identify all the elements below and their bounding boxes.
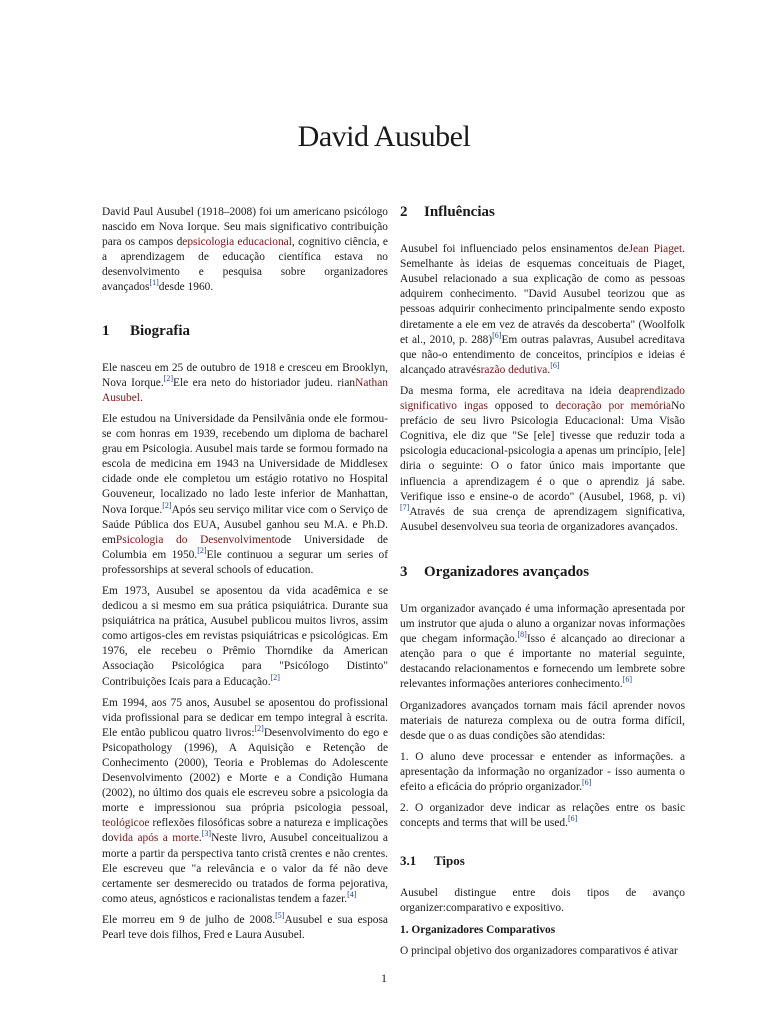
section-number: 3.1 bbox=[400, 853, 417, 869]
intro-paragraph bbox=[102, 205, 388, 296]
text-run: reflexões filosóficas sobre a natureza e implicações do bbox=[102, 817, 388, 845]
text-run bbox=[457, 400, 464, 412]
reference-link[interactable]: [2] bbox=[270, 672, 280, 682]
reference-link[interactable]: [1] bbox=[149, 278, 159, 288]
text-run: desde 1960. bbox=[158, 281, 214, 294]
section-number: 3 bbox=[400, 563, 408, 580]
text-run: . bbox=[547, 363, 551, 376]
text-run: Em 1973, Ausubel se aposentou da vida acadêmica e se dedicou a si mesmo em sua prática psiquiátrica. Durante sua psiquiátrica na prática, Ausubel publicou muitos livros, assim como artigos-cles em revistas psiquiátricas e psicológicas. Em 1976, ele recebeu o Prêmio Thorndike da American Associação Psicológica para "Psicólogo Distinto" Contribuições Icais para a Educação. bbox=[102, 584, 388, 688]
text-run: Um organizador avançado é uma informação apresentada por um instrutor que ajuda o aluno a organizar novas informações que chegam informação. bbox=[400, 602, 685, 646]
section-heading-biografia bbox=[102, 324, 388, 339]
text-run: Em 1994, aos 75 anos, Ausubel se aposentou do profissional vida profissional para se dedicar em tempo integral à escrita. Ele então publicou quatro livros: bbox=[102, 696, 388, 739]
text-run: . Semelhante às ideias de esquemas conceituais de Piaget, Ausubel relacionado a sua explicação de como as pessoas adquirem conhecimento. "David Ausubel teorizou que as pessoas adquirir conhecimento principalmente sendo exposto diretamente a ele em vez de através da descoberta" (Woolfolk et al., 2010, p. 288) bbox=[400, 243, 685, 346]
section-title: Biografia bbox=[130, 322, 190, 339]
reference-link[interactable]: [6] bbox=[492, 330, 502, 340]
section-heading-organizadores-avancados bbox=[400, 565, 685, 580]
text-run: Após seu serviço militar vice com o Serviço de Saúde Pública dos EUA, Ausubel ganhou seu M.A. e Ph.D. em bbox=[102, 503, 388, 546]
text-run: Através de sua crença de aprendizagem significativa, Ausubel desenvolveu sua teoria de organizadores avançados. bbox=[400, 505, 685, 533]
text-run: . bbox=[198, 832, 202, 845]
organizadores-paragraph: Organizadores avançados tornam mais fácil aprender novos materiais de natureza complexa ou de outra forma difícil, desde que o as duas condições são atendidas: bbox=[400, 699, 685, 742]
text-run: Ele continuou a segurar um series of professorships at several schools of education. bbox=[102, 548, 388, 576]
subsection-heading-tipos bbox=[400, 853, 685, 868]
bio-paragraph bbox=[102, 584, 388, 690]
link-decoracao-por-memoria[interactable]: decoração por memória bbox=[555, 400, 672, 413]
text-run: Ele nasceu em 25 de outubro de 1918 e cresceu em Brooklyn, Nova Iorque. bbox=[102, 361, 388, 389]
reference-link[interactable]: [6] bbox=[567, 814, 578, 824]
link-psicologia-do-desenvolvimento[interactable]: Psicologia do Desenvolvimento bbox=[115, 533, 281, 546]
bio-paragraph bbox=[102, 913, 388, 943]
text-run: Em outras palavras, Ausubel acreditava que não-o entendimento de conceitos, princípios e ideias é alcançado através bbox=[400, 333, 685, 376]
link-teologico[interactable]: teológicoe bbox=[102, 817, 150, 830]
reference-link[interactable]: [8] bbox=[517, 630, 527, 640]
reference-link[interactable]: [2] bbox=[254, 724, 264, 734]
page-title: David Ausubel bbox=[297, 120, 471, 153]
influencias-paragraph bbox=[400, 242, 685, 378]
condition-item bbox=[400, 801, 685, 831]
text-run: Ausubel foi influenciado pelos ensinamentos de bbox=[400, 243, 629, 256]
text-run: Isso é alcançado ao direcionar a atenção para o que é importante no material seguinte, destacando relacionamentos e fornecendo um lembrete sobre relevantes informações anteriores conhecimento. bbox=[400, 633, 685, 691]
text-run: No prefácio de seu livro Psicologia Educacional: Uma Visão Cognitiva, ele diz que "Se [ele] tivesse que reduzir toda a psicologia educacional-psicologia a apenas um princípio, [ele] diria o seguinte: O o fator único mais importante que influencia a aprendizagem é o que o aprendiz já sabe. Verifique isso e ensine-o de acordo" (Ausubel, 1968, p. vi) bbox=[400, 400, 685, 503]
reference-link[interactable]: [4] bbox=[347, 890, 357, 900]
reference-link[interactable]: [6] bbox=[622, 675, 632, 685]
reference-link[interactable]: [2] bbox=[162, 500, 172, 510]
text-run: David Paul Ausubel (1918–2008) foi um americano psicólogo nascido em Nova Iorque. Seu mais significativo contribuição para os campos d bbox=[102, 206, 388, 249]
section-number: 2 bbox=[400, 204, 408, 220]
link-ingas[interactable]: ingas bbox=[463, 400, 488, 413]
text-run: Desenvolvimento do ego e Psicopathology (1996), A Aquisição e Retenção de Conhecimento (2000), Teoria e Problemas do Adolescente Desenvolvimento (2002) e Morte e a Condição Humana (2002), no último dos quais ele escreveu sobre a psicologia da morte e impressionou sua própria psicologia pessoal, bbox=[102, 726, 388, 815]
tipos-paragraph: Ausubel distingue entre dois tipos de avanço organizer:comparativo e expositivo. bbox=[400, 887, 685, 915]
reference-link[interactable]: [2] bbox=[163, 373, 174, 383]
link-razao-dedutiva[interactable]: razão dedutiva bbox=[480, 363, 548, 376]
text-run: . bbox=[139, 391, 143, 404]
section-number: 1 bbox=[102, 322, 110, 339]
text-run: 2. O organizador deve indicar as relações entre os basic concepts and terms that will be used. bbox=[400, 802, 685, 830]
right-column bbox=[400, 205, 685, 959]
section-title: Influências bbox=[424, 204, 495, 220]
reference-link[interactable]: [6] bbox=[550, 361, 560, 371]
bio-paragraph bbox=[102, 361, 388, 406]
link-nathan-ausubel[interactable]: Nathan Ausubel bbox=[102, 376, 388, 404]
left-column bbox=[102, 205, 388, 943]
tipos-paragraph: O principal objetivo dos organizadores comparativos é ativar bbox=[400, 944, 678, 957]
page-number: 1 bbox=[381, 971, 387, 985]
text-run: , cognitivo ciência, e a aprendizagem de educação científica estava no desenvolvimento e pesquisa sobre organizadores avançados bbox=[102, 236, 388, 294]
reference-link[interactable]: [7] bbox=[400, 502, 410, 512]
bio-paragraph bbox=[102, 696, 388, 907]
text-run: Ele morreu em 9 de julho de 2008. bbox=[102, 913, 276, 926]
condition-item bbox=[400, 750, 685, 795]
text-run: de Universidade de Columbia em 1950. bbox=[102, 533, 388, 561]
text-run: opposed to bbox=[487, 400, 556, 413]
reference-link[interactable]: [2] bbox=[197, 545, 207, 555]
section-heading-influencias bbox=[400, 205, 685, 220]
text-run: Ausubel e sua esposa Pearl teve dois filhos, Fred e Laura Ausubel. bbox=[102, 913, 388, 942]
text-run: 1. O aluno deve processar e entender as informações. a apresentação da informação no organizador - isso aumenta o efeito a eficácia do próprio organizador. bbox=[400, 750, 685, 793]
reference-link[interactable]: [5] bbox=[275, 911, 285, 921]
link-vida-apos-a-morte[interactable]: vida após a morte bbox=[113, 832, 199, 845]
text-run: Da mesma forma, ele acreditava na ideia de bbox=[400, 384, 630, 397]
link-jean-piaget[interactable]: Jean Piaget bbox=[628, 243, 683, 256]
text-run: Ele era neto do historiador judeu. rian bbox=[173, 376, 356, 389]
reference-link[interactable]: [3] bbox=[201, 829, 212, 839]
bio-paragraph bbox=[102, 412, 388, 578]
subheading-organizadores-comparativos: 1. Organizadores Comparativos bbox=[400, 923, 556, 936]
reference-link[interactable]: [6] bbox=[581, 778, 592, 788]
link-psicologia-educacional[interactable]: epsicologia educacional bbox=[182, 236, 292, 249]
text-run: Ele estudou na Universidade da Pensilvânia onde ele formou-se com honras em 1939, recebendo um diploma de bacharel grau em Psicologia. Ausubel mais tarde se formou formado na escola de medicina em 1943 na Universidade de Middlesex cidade onde ele completou um estágio rotativo no Hospital Gouveneur, localizado no lado leste inferior de Manhattan, Nova Iorque. bbox=[102, 412, 388, 516]
organizadores-paragraph bbox=[400, 602, 685, 693]
link-aprendizado-significativo[interactable]: aprendizado significativo bbox=[400, 384, 685, 413]
text-run: Neste livro, Ausubel conceitualizou a morte a partir da perspectiva tanto cristã crentes e não crentes. Ele escreveu que "a relevância e o valor da fé não deve certamente ser desmerecido ou tratados de forma pejorativa, como ateus, agnósticos e racionalistas tendem a fazer. bbox=[102, 832, 388, 905]
influencias-paragraph bbox=[400, 384, 685, 535]
section-title: Organizadores avançados bbox=[424, 563, 590, 580]
section-title: Tipos bbox=[434, 853, 465, 869]
